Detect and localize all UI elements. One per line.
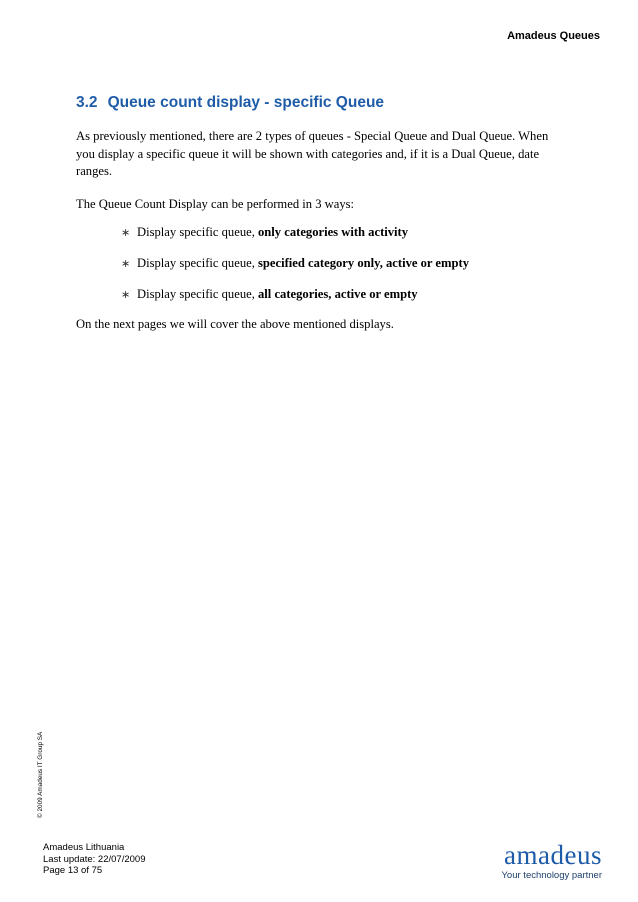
section-number: 3.2 [76, 94, 98, 111]
page-footer [43, 842, 145, 877]
intro-paragraph: As previously mentioned, there are 2 types of queues - Special Queue and Dual Queue. When you display a specific queue it will be shown with categories and, if it is a Dual Queue, date ranges. [76, 129, 549, 178]
header-title: Amadeus Queues [507, 30, 600, 42]
footer-last-update: Last update: 22/07/2009 [43, 853, 146, 865]
logo-tagline: Your technology partner [501, 870, 602, 881]
section-title: Queue count display - specific Queue [107, 94, 385, 111]
bullet-text: Display specific queue, [137, 225, 258, 239]
bullet-star-icon: ∗ [121, 227, 131, 239]
bullet-text: Display specific queue, [137, 287, 258, 301]
section-heading [76, 94, 384, 112]
amadeus-logo [501, 842, 602, 881]
copyright-note: © 2009 Amadeus IT Group SA [37, 731, 44, 818]
footer-company: Amadeus Lithuania [43, 842, 125, 853]
bullet-bold-text: all categories, active or empty [258, 287, 418, 301]
bullet-item [121, 286, 418, 304]
outro-paragraph: On the next pages we will cover the above mentioned displays. [76, 317, 394, 331]
bullet-star-icon: ∗ [121, 258, 131, 270]
bullet-item [121, 255, 469, 273]
bullet-bold-text: only categories with activity [258, 225, 409, 239]
bullet-bold-text: specified category only, active or empty [258, 256, 470, 270]
bullet-text: Display specific queue, [137, 256, 258, 270]
bullet-star-icon: ∗ [121, 289, 131, 301]
ways-paragraph: The Queue Count Display can be performed in 3 ways: [76, 197, 355, 211]
footer-page-number: Page 13 of 75 [43, 865, 103, 876]
bullet-item [121, 224, 408, 242]
logo-wordmark: amadeus [504, 840, 602, 870]
